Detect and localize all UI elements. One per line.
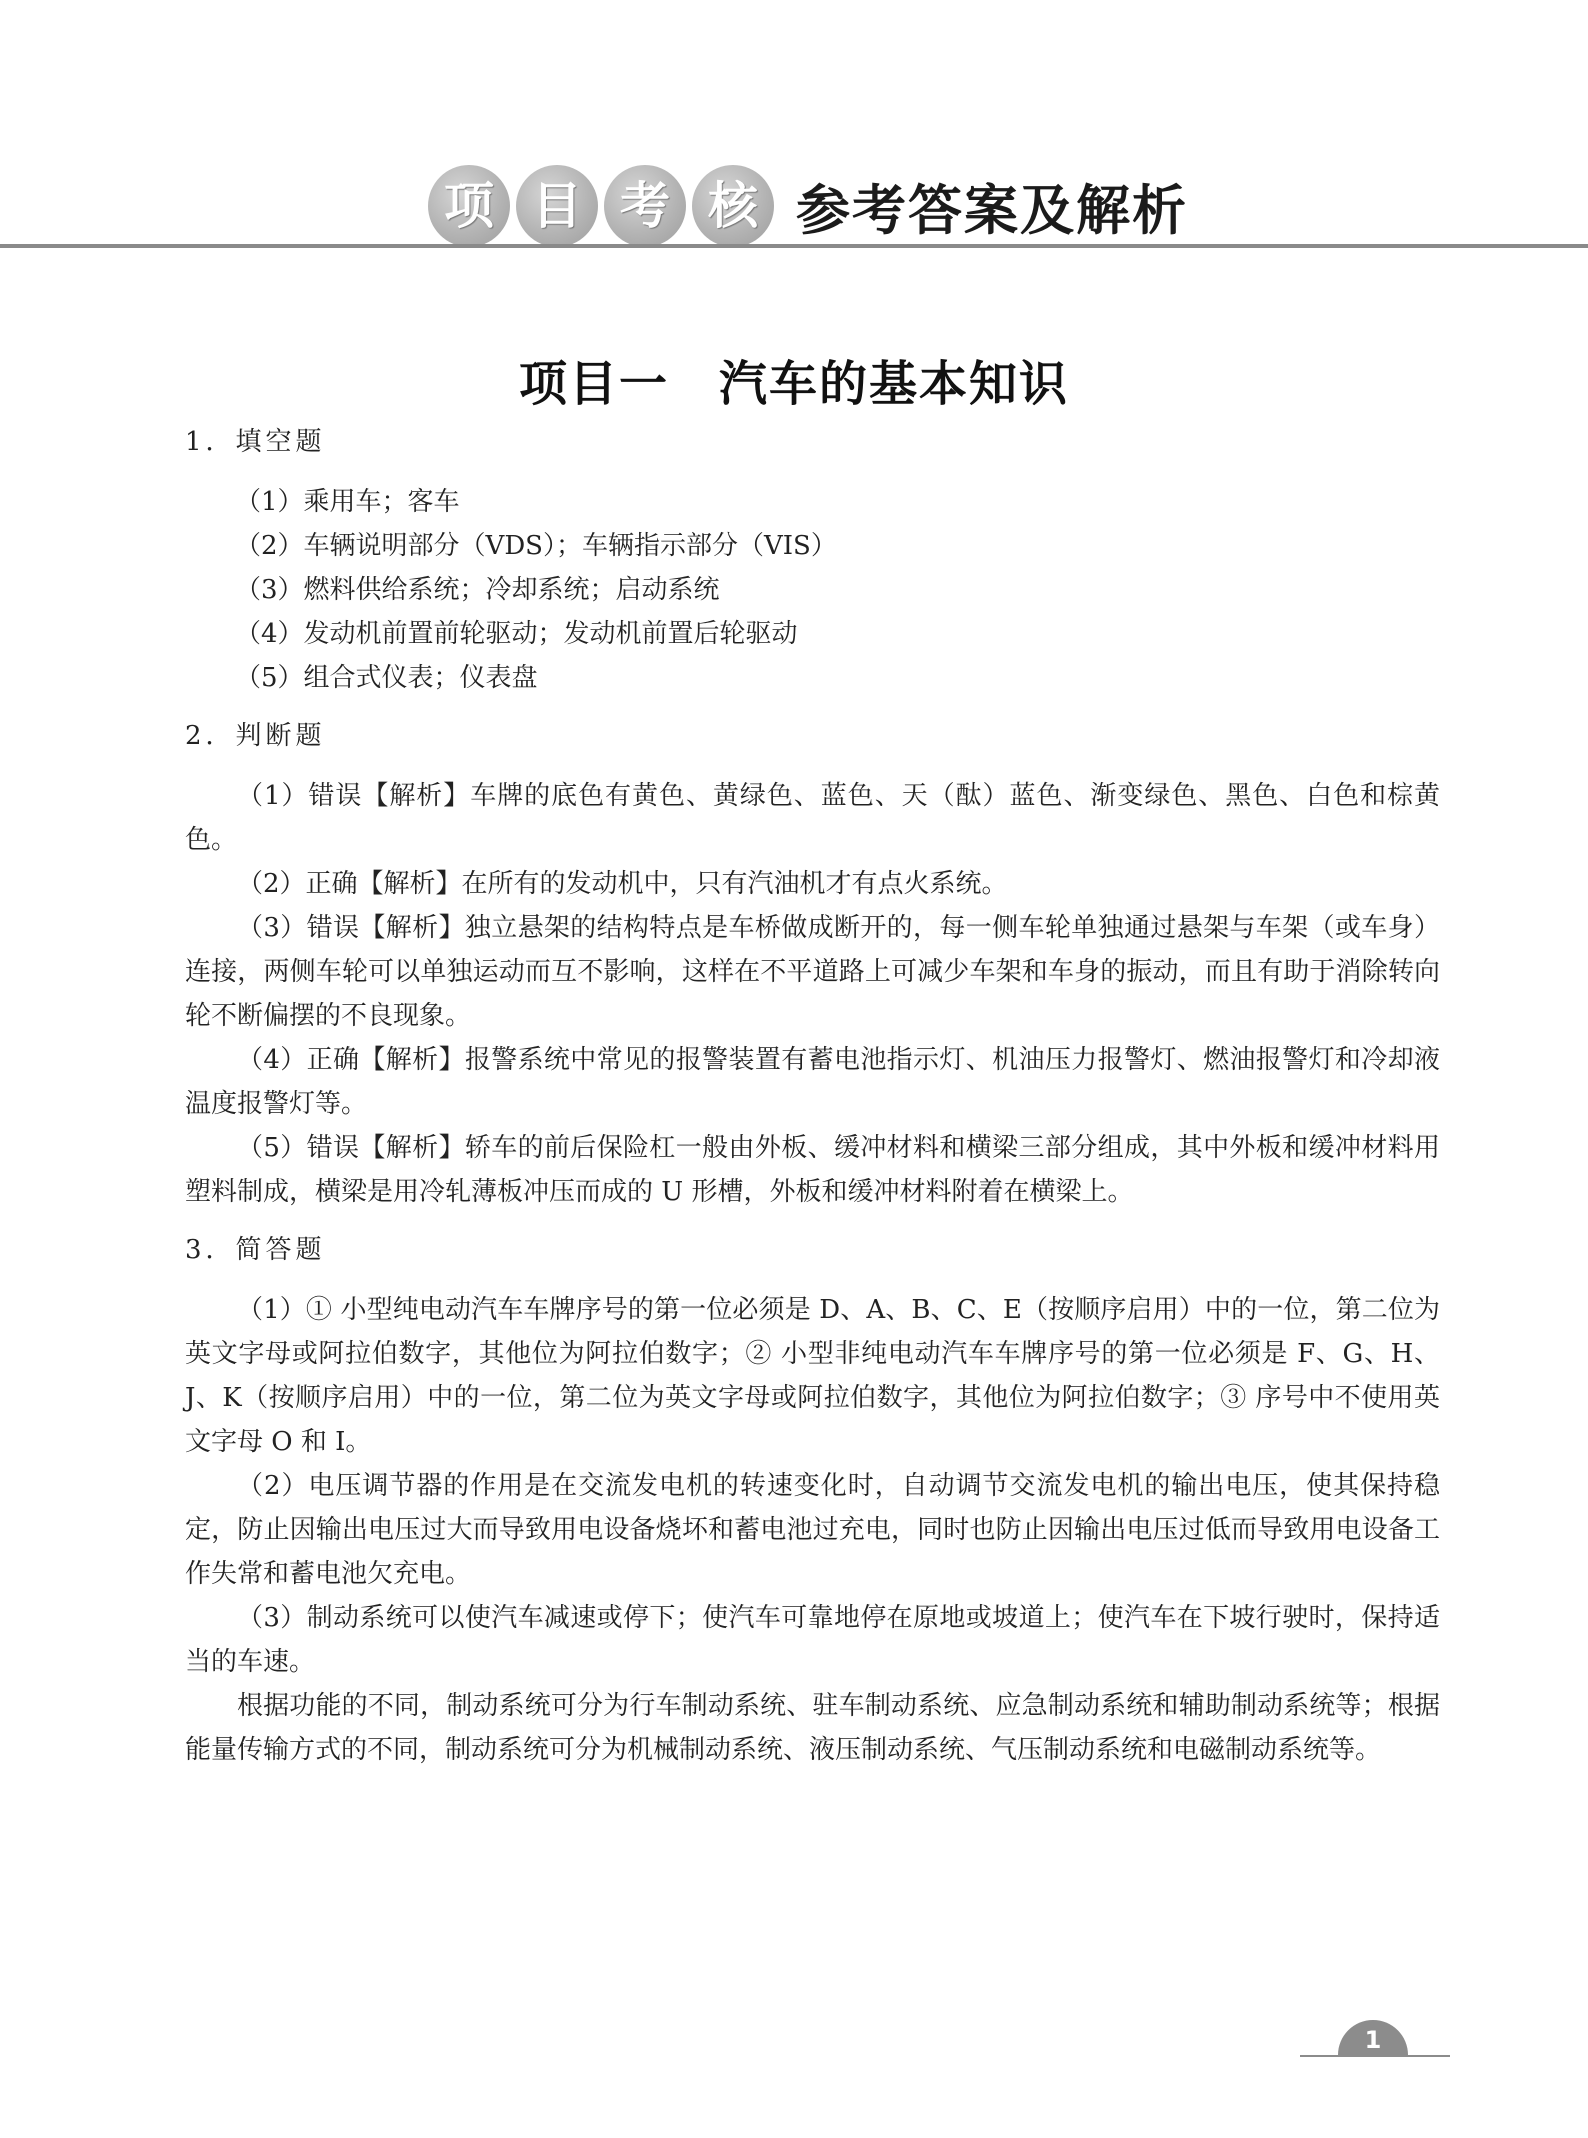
answer-paragraph: 根据功能的不同，制动系统可分为行车制动系统、驻车制动系统、应急制动系统和辅助制动系统等；根据能量传输方式的不同，制动系统可分为机械制动系统、液压制动系统、气压制动系统和电磁制动系统等。 bbox=[185, 1691, 1440, 1765]
banner-divider bbox=[0, 244, 1588, 248]
answer-paragraph: （3）错误【解析】独立悬架的结构特点是车桥做成断开的，每一侧车轮单独通过悬架与车架（或车身）连接，两侧车轮可以单独运动而互不影响，这样在不平道路上可减少车架和车身的振动，而且有助于消除转向轮不断偏摆的不良现象。 bbox=[185, 913, 1440, 1031]
answer-list bbox=[185, 480, 1440, 700]
answer-paragraph: （2）正确【解析】在所有的发动机中，只有汽油机才有点火系统。 bbox=[237, 869, 1008, 899]
section-short-answer bbox=[185, 1232, 1440, 1772]
section-heading: 3．简答题 bbox=[185, 1235, 326, 1265]
banner-title-row bbox=[428, 160, 1188, 252]
answer-paragraph: （2）电压调节器的作用是在交流发电机的转速变化时，自动调节交流发电机的输出电压，使其保持稳定，防止因输出电压过大而导致用电设备烧坏和蓄电池过充电，同时也防止因输出电压过低而导致用电设备工作失常和蓄电池欠充电。 bbox=[185, 1471, 1440, 1589]
list-item: （4）发动机前置前轮驱动；发动机前置后轮驱动 bbox=[235, 619, 798, 649]
banner-circle-char: 核 bbox=[692, 165, 774, 247]
list-item: （2）车辆说明部分（VDS）；车辆指示部分（VIS） bbox=[235, 531, 837, 561]
answer-paragraph: （1）① 小型纯电动汽车车牌序号的第一位必须是 D、A、B、C、E（按顺序启用）中的一位，第二位为英文字母或阿拉伯数字，其他位为阿拉伯数字；② 小型非纯电动汽车车牌序号的第一位必须是 F、G、H、J、K（按顺序启用）中的一位，第二位为英文字母或阿拉伯数字，其他位为阿拉伯数字；③ 序号中不使用英文字母 O 和 I。 bbox=[185, 1295, 1440, 1457]
section-true-false bbox=[185, 718, 1440, 1214]
answer-paragraph: （3）制动系统可以使汽车减速或停下；使汽车可靠地停在原地或坡道上；使汽车在下坡行驶时，保持适当的车速。 bbox=[185, 1603, 1440, 1677]
banner-subtitle: 参考答案及解析 bbox=[796, 178, 1188, 242]
answer-paragraph: （4）正确【解析】报警系统中常见的报警装置有蓄电池指示灯、机油压力报警灯、燃油报警灯和冷却液温度报警灯等。 bbox=[185, 1045, 1440, 1119]
page-number: 1 bbox=[1338, 2020, 1408, 2055]
section-fill-in-blank bbox=[185, 424, 1440, 700]
banner-circle-char: 项 bbox=[428, 165, 510, 247]
page-number-tab bbox=[1328, 2020, 1418, 2060]
project-title: 项目一 汽车的基本知识 bbox=[518, 356, 1069, 412]
answer-paragraph: （5）错误【解析】轿车的前后保险杠一般由外板、缓冲材料和横梁三部分组成，其中外板和缓冲材料用塑料制成，横梁是用冷轧薄板冲压而成的 U 形槽，外板和缓冲材料附着在横梁上。 bbox=[185, 1133, 1440, 1207]
list-item: （1）乘用车；客车 bbox=[235, 487, 460, 517]
banner-circle-char: 目 bbox=[516, 165, 598, 247]
list-item: （5）组合式仪表；仪表盘 bbox=[235, 663, 538, 693]
banner-circle-char: 考 bbox=[604, 165, 686, 247]
header-banner bbox=[0, 0, 1588, 250]
section-heading: 2．判断题 bbox=[185, 721, 326, 751]
answer-paragraph: （1）错误【解析】车牌的底色有黄色、黄绿色、蓝色、天（酞）蓝色、渐变绿色、黑色、白色和棕黄色。 bbox=[185, 781, 1440, 855]
footer-rule bbox=[1300, 2055, 1450, 2057]
list-item: （3）燃料供给系统；冷却系统；启动系统 bbox=[235, 575, 720, 605]
section-heading: 1．填空题 bbox=[185, 427, 326, 457]
answer-content bbox=[185, 424, 1440, 1790]
